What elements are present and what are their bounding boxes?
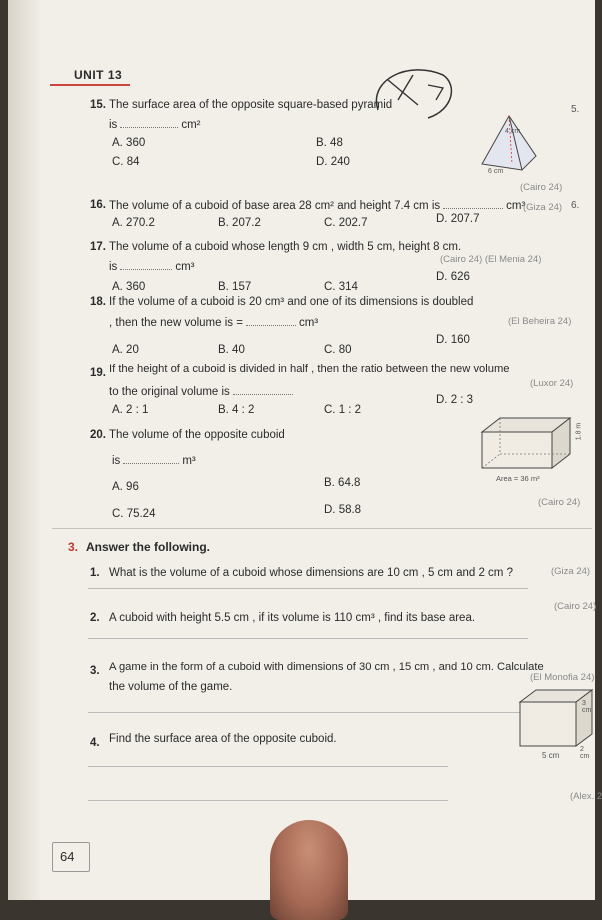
pyramid-base-label: 6 cm [488,168,504,175]
p4-number: 4. [90,737,100,749]
p1-source: (Giza 24) [551,566,591,577]
q17-option-b[interactable]: B. 157 [218,281,252,293]
q19-option-d[interactable]: D. 2 : 3 [436,394,474,406]
p1-number: 1. [90,567,100,579]
q20-option-d[interactable]: D. 58.8 [324,504,362,516]
p3-number: 3. [90,665,100,677]
q17-text: The volume of a cuboid whose length 9 cm , width 5 cm, height 8 cm. [109,241,462,253]
q19-option-a[interactable]: A. 2 : 1 [112,404,149,416]
p3-answer-line[interactable] [88,712,578,713]
q18-line2: , then the new volume is = cm³ [109,317,319,329]
q18-line1: If the volume of a cuboid is 20 cm³ and one of its dimensions is doubled [109,296,474,308]
p3-line2: the volume of the game. [109,681,233,693]
q18-option-a[interactable]: A. 20 [112,344,139,356]
q18-number: 18. [90,296,106,308]
p3-line1: A game in the form of a cuboid with dimensions of 30 cm , 15 cm , and 10 cm. Calculate [109,661,544,673]
margin-mark-6: 6. [571,200,580,211]
p2-answer-line[interactable] [88,638,528,639]
section3-title: Answer the following. [86,540,211,554]
q20-number: 20. [90,429,106,441]
q16-source: (Giza 24) [523,202,563,213]
binding-shadow [8,0,42,900]
p2-number: 2. [90,612,100,624]
q18-option-c[interactable]: C. 80 [324,344,352,356]
q18-option-d[interactable]: D. 160 [436,334,470,346]
q20-source: (Cairo 24) [538,497,581,508]
p2-source: (Cairo 24) [554,601,597,612]
q19-option-c[interactable]: C. 1 : 2 [324,404,362,416]
pyramid-height-label: 4 cm [505,128,521,135]
q20-area-label: Area = 36 m² [496,474,540,483]
cuboid-figure-q20 [478,412,578,472]
q18-option-b[interactable]: B. 40 [218,344,245,356]
q17-number: 17. [90,241,106,253]
worksheet-page [8,0,602,900]
p4-source: (Alex. 2 [570,791,602,802]
q17-is: is cm³ [109,261,195,273]
q16-option-c[interactable]: C. 202.7 [324,217,368,229]
q15-is: is cm² [109,119,201,131]
p2-text: A cuboid with height 5.5 cm , if its volume is 110 cm³ , find its base area. [109,612,476,624]
q15-option-c[interactable]: C. 84 [112,156,140,168]
q19-line2: to the original volume is [109,384,296,399]
cuboid-figure-p4 [516,686,596,752]
p4-answer-line-1[interactable] [88,766,448,767]
q19-line1: If the height of a cuboid is divided in half , then the ratio between the new volume [109,363,510,375]
p4-length-label: 5 cm [542,751,560,760]
pyramid-figure [476,112,542,178]
q20-is: is m³ [112,455,196,467]
q20-option-b[interactable]: B. 64.8 [324,477,361,489]
q17-source: (Cairo 24) (El Menia 24) [440,254,542,265]
q17-option-a[interactable]: A. 360 [112,281,146,293]
q19-source: (Luxor 24) [530,378,574,389]
section3-number: 3. [68,540,79,554]
thumb-photo [270,820,348,920]
q20-option-a[interactable]: A. 96 [112,481,139,493]
q19-option-b[interactable]: B. 4 : 2 [218,404,255,416]
q15-option-a[interactable]: A. 360 [112,137,146,149]
margin-mark-5: 5. [571,104,580,115]
q15-text: The surface area of the opposite square-based pyramid [109,99,393,111]
unit-heading: UNIT 13 [74,68,123,82]
p4-answer-line-2[interactable] [88,800,448,801]
q16-number: 16. [90,199,106,211]
q15-option-d[interactable]: D. 240 [316,156,350,168]
q16-text: The volume of a cuboid of base area 28 cm² and height 7.4 cm is cm³ [109,200,526,212]
q17-option-d[interactable]: D. 626 [436,271,470,283]
q18-source: (El Beheira 24) [508,316,572,327]
q20-text: The volume of the opposite cuboid [109,429,285,441]
q16-option-d[interactable]: D. 207.7 [436,213,480,225]
section-divider [52,528,592,529]
q16-option-a[interactable]: A. 270.2 [112,217,155,229]
handwriting-scribble [358,50,468,130]
q20-side-label: 1.8 m [575,422,583,441]
p1-answer-line[interactable] [88,588,528,589]
q17-option-c[interactable]: C. 314 [324,281,358,293]
p4-height-label: 3 cm [582,700,592,714]
q15-number: 15. [90,99,106,111]
p4-text: Find the surface area of the opposite cuboid. [109,733,337,745]
p4-width-label: 2 cm [580,746,590,760]
q16-option-b[interactable]: B. 207.2 [218,217,261,229]
q20-option-c[interactable]: C. 75.24 [112,508,156,520]
unit-underline [50,84,130,86]
q19-number: 19. [90,367,106,379]
page-number: 64 [60,849,75,864]
p3-source: (El Monofia 24) [530,672,595,683]
p1-text: What is the volume of a cuboid whose dimensions are 10 cm , 5 cm and 2 cm ? [109,567,513,579]
q15-source: (Cairo 24) [520,182,563,193]
q15-option-b[interactable]: B. 48 [316,137,343,149]
